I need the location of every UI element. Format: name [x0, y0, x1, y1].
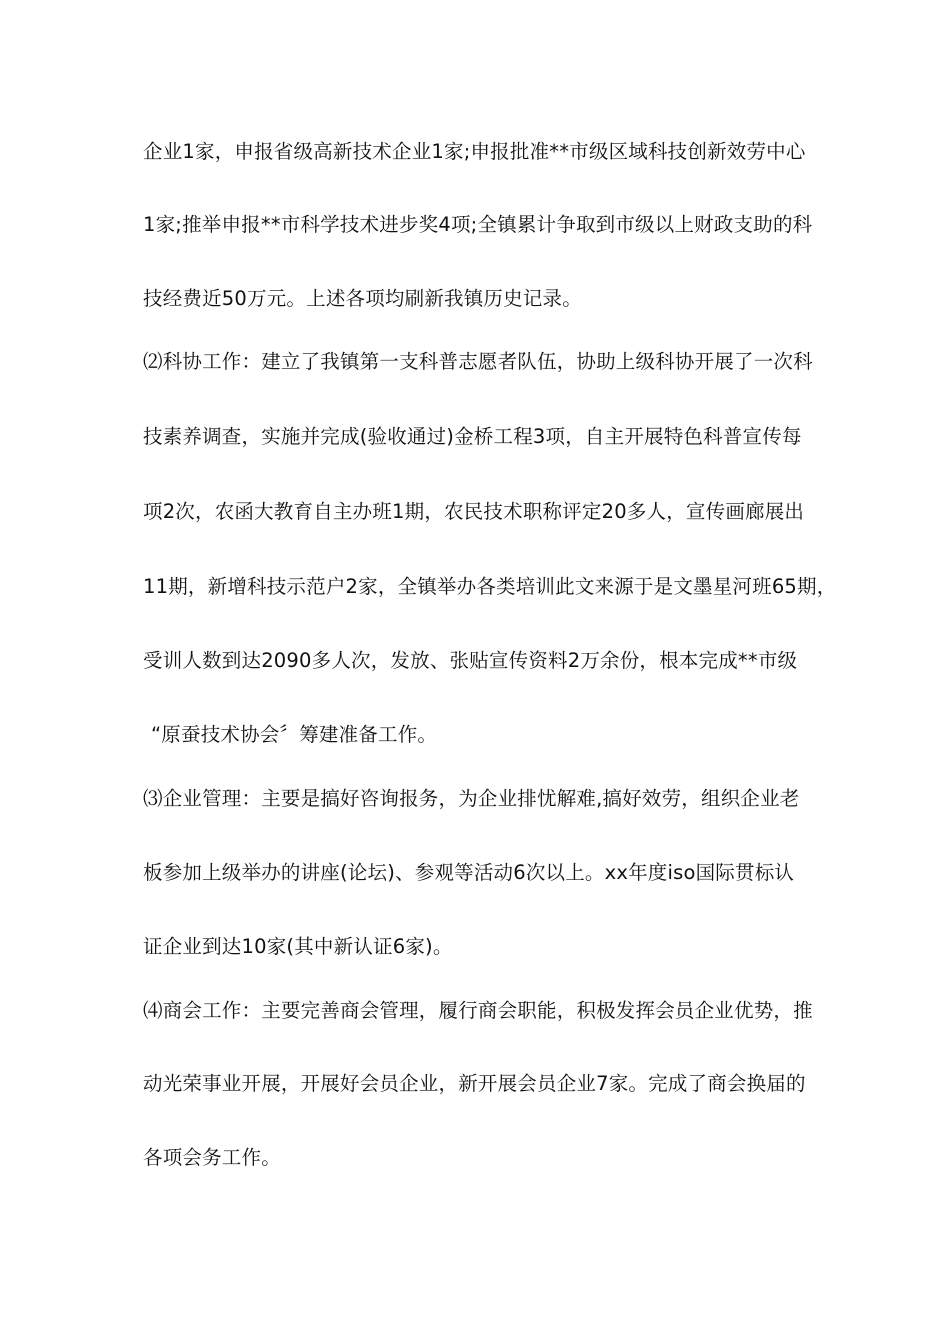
text-line: 各项会务工作。	[143, 1146, 281, 1169]
text-line: 技经费近50万元。上述各项均刷新我镇历史记录。	[143, 287, 582, 310]
text-line: 受训人数到达2090多人次，发放、张贴宣传资料2万余份，根本完成**市级	[143, 649, 798, 672]
text-line: “原蚕技术协会〞筹建准备工作。	[151, 723, 438, 746]
text-line: 板参加上级举办的讲座(论坛)、参观等活动6次以上。xx年度iso国际贯标认	[143, 861, 795, 884]
text-line: 动光荣事业开展，开展好会员企业，新开展会员企业7家。完成了商会换届的	[143, 1072, 806, 1095]
paragraph-heading-line: ⑵科协工作：建立了我镇第一支科普志愿者队伍，协助上级科协开展了一次科	[143, 350, 813, 373]
paragraph-heading-line: ⑷商会工作：主要完善商会管理，履行商会职能，积极发挥会员企业优势，推	[143, 999, 813, 1022]
text-line: 企业1家，申报省级高新技术企业1家;申报批准**市级区域科技创新效劳中心	[143, 140, 806, 163]
text-line: 1家;推举申报**市科学技术进步奖4项;全镇累计争取到市级以上财政支助的科	[143, 213, 813, 236]
text-line: 项2次，农函大教育自主办班1期，农民技术职称评定20多人，宣传画廊展出	[143, 500, 805, 523]
text-line: 技素养调查，实施并完成(验收通过)金桥工程3项，自主开展特色科普宣传每	[143, 425, 802, 448]
text-line: 11期，新增科技示范户2家，全镇举办各类培训此文来源于是文墨星河班65期，	[143, 575, 837, 598]
text-line: 证企业到达10家(其中新认证6家)。	[143, 935, 453, 958]
paragraph-heading-line: ⑶企业管理：主要是搞好咨询报务，为企业排忧解难,搞好效劳，组织企业老	[143, 787, 800, 810]
